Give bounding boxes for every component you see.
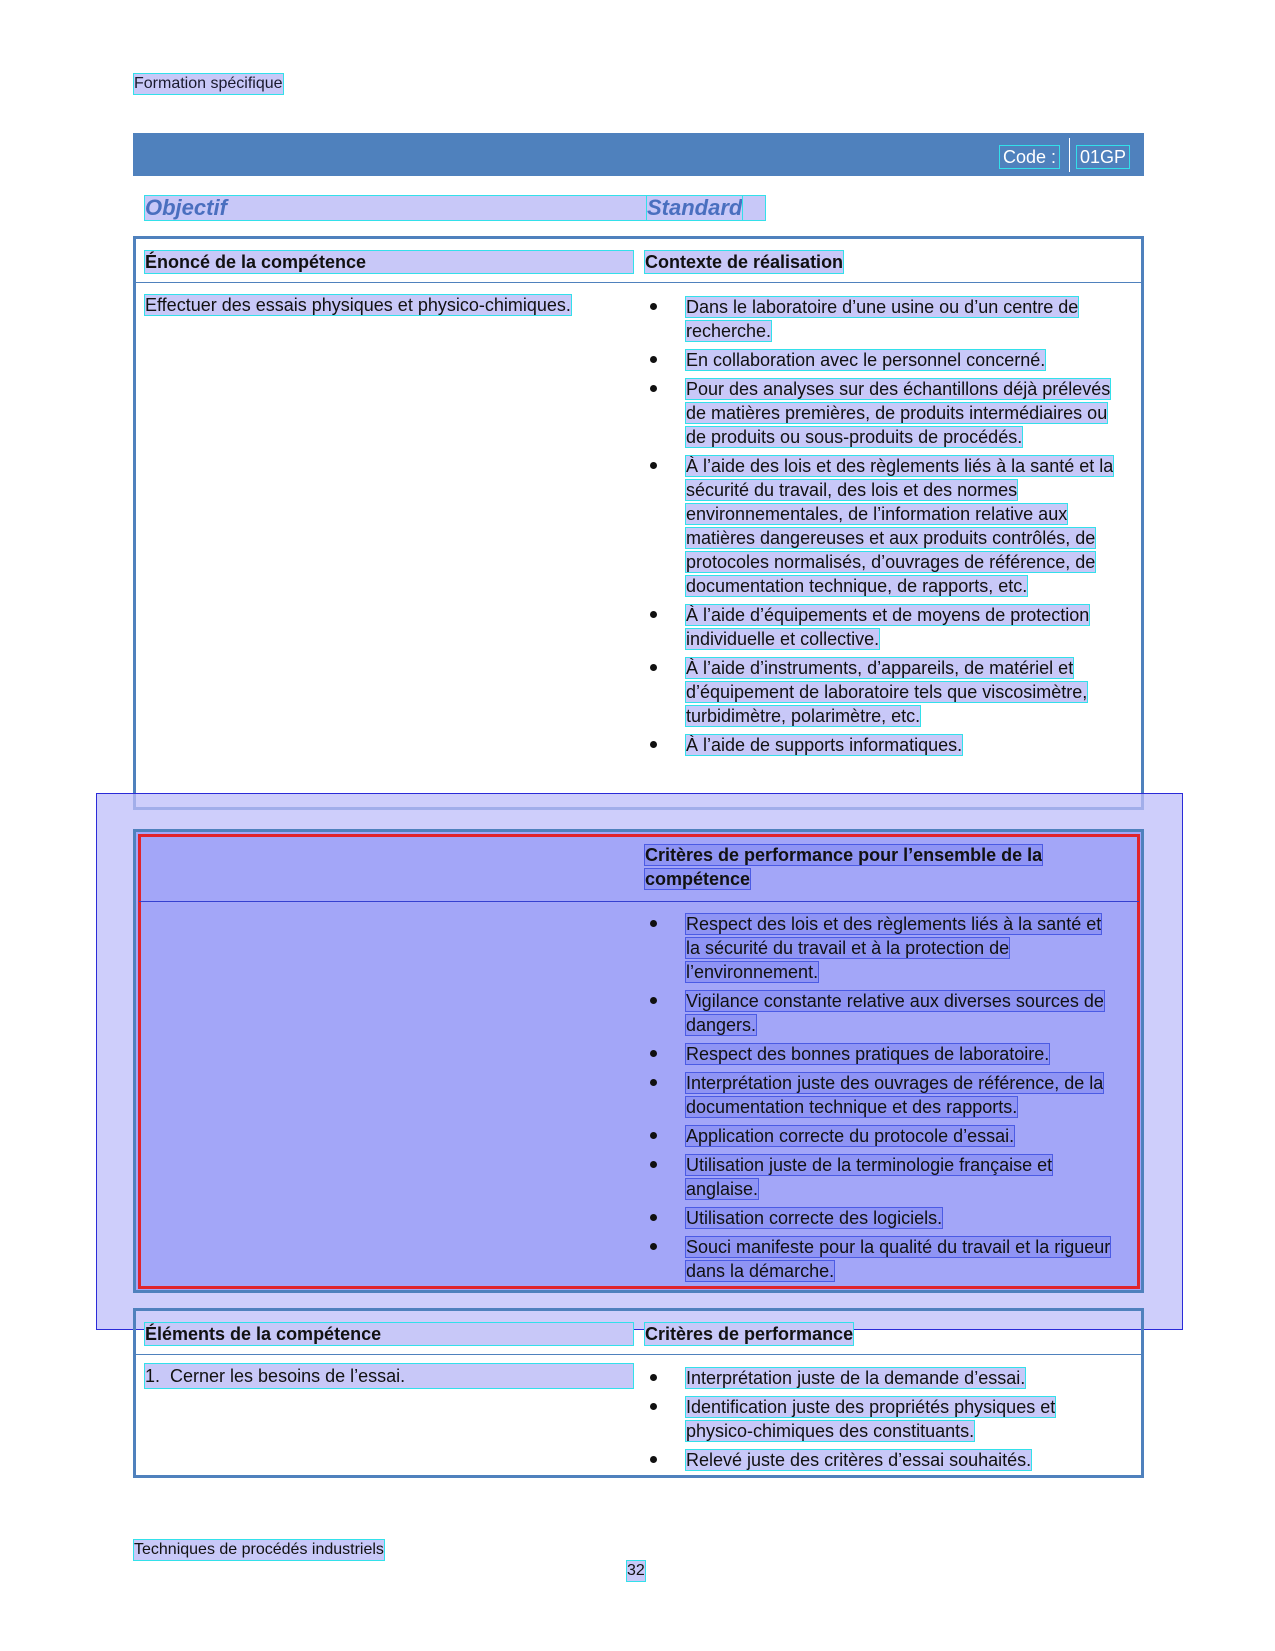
criterion-item: Utilisation juste de la terminologie française et anglaise. [648, 1153, 1118, 1201]
code-bar [133, 133, 1144, 176]
bullet-icon [648, 1155, 678, 1173]
criterion-item: Interprétation juste de la demande d’essai. [648, 1366, 1118, 1390]
footer-program: Techniques de procédés industriels [134, 1541, 384, 1558]
context-item: Pour des analyses sur des échantillons déjà prélevés de matières premières, de produits intermédiaires ou de produits ou sous-produits de procédés. [648, 377, 1118, 449]
context-item: À l’aide d’équipements et de moyens de protection individuelle et collective. [648, 603, 1118, 651]
elements-header: Éléments de la compétence [145, 1323, 633, 1345]
context-item: À l’aide de supports informatiques. [648, 733, 1118, 757]
competence-statement-text: Effectuer des essais physiques et physico-chimiques. [145, 295, 571, 315]
bullet-icon [648, 1126, 678, 1144]
code-label: Code : [1000, 146, 1059, 168]
criterion-item: Utilisation correcte des logiciels. [648, 1206, 1118, 1230]
context-item: À l’aide des lois et des règlements liés à la santé et la sécurité du travail, des lois et des normes environnementales, de l’information relative aux matières dangereuses et aux produits contrôlés, de protocoles normalisés, d’ouvrages de référence, de documentation technique, de rapports, etc. [648, 454, 1118, 598]
table-header-divider [139, 901, 1139, 902]
bullet-icon [648, 735, 678, 753]
bullet-icon [648, 1208, 678, 1226]
context-item: À l’aide d’instruments, d’appareils, de matériel et d’équipement de laboratoire tels que viscosimètre, turbidimètre, polarimètre, etc. [648, 656, 1118, 728]
criterion-item: Respect des bonnes pratiques de laboratoire. [648, 1042, 1118, 1066]
bullet-icon [648, 1073, 678, 1091]
competence-element-text: 1. Cerner les besoins de l’essai. [145, 1364, 633, 1388]
criterion-item: Souci manifeste pour la qualité du travail et la rigueur dans la démarche. [648, 1235, 1118, 1283]
bullet-icon [648, 605, 678, 623]
bullet-icon [648, 456, 678, 474]
overall-criteria-header: Critères de performance pour l’ensemble de la compétence [645, 845, 1043, 889]
bullet-icon [648, 1397, 678, 1415]
running-header: Formation spécifique [134, 75, 283, 92]
overall-criteria-list [648, 912, 1118, 1288]
objective-title: Objectif [145, 196, 765, 220]
bullet-icon [648, 1237, 678, 1255]
element-criteria-list [648, 1366, 1118, 1477]
bullet-icon [648, 658, 678, 676]
criterion-item: Relevé juste des critères d’essai souhaités. [648, 1448, 1118, 1472]
bullet-icon [648, 914, 678, 932]
standard-title: Standard [647, 195, 743, 220]
criterion-item: Application correcte du protocole d’essai. [648, 1124, 1118, 1148]
bullet-icon [648, 1368, 678, 1386]
competence-statement-header: Énoncé de la compétence [145, 251, 633, 273]
bullet-icon [648, 350, 678, 368]
context-list [648, 295, 1118, 762]
bullet-icon [648, 1044, 678, 1062]
page-number: 32 [627, 1562, 645, 1579]
bullet-icon [648, 991, 678, 1009]
competence-element [145, 1364, 633, 1388]
code-separator [1069, 138, 1070, 172]
context-item: Dans le laboratoire d’une usine ou d’un centre de recherche. [648, 295, 1118, 343]
context-item: En collaboration avec le personnel concerné. [648, 348, 1118, 372]
table-header-divider [136, 282, 1141, 283]
code-value: 01GP [1077, 146, 1129, 168]
bullet-icon [648, 1450, 678, 1468]
performance-criteria-header: Critères de performance [645, 1324, 854, 1344]
criterion-item: Vigilance constante relative aux diverses sources de dangers. [648, 989, 1118, 1037]
criterion-item: Identification juste des propriétés physiques et physico-chimiques des constituants. [648, 1395, 1118, 1443]
table-header-divider [136, 1354, 1141, 1355]
competence-statement [145, 293, 625, 317]
criterion-item: Interprétation juste des ouvrages de référence, de la documentation technique et des rapports. [648, 1071, 1118, 1119]
criterion-item: Respect des lois et des règlements liés à la santé et la sécurité du travail et à la protection de l’environnement. [648, 912, 1118, 984]
bullet-icon [648, 297, 678, 315]
bullet-icon [648, 379, 678, 397]
context-header: Contexte de réalisation [645, 252, 844, 272]
